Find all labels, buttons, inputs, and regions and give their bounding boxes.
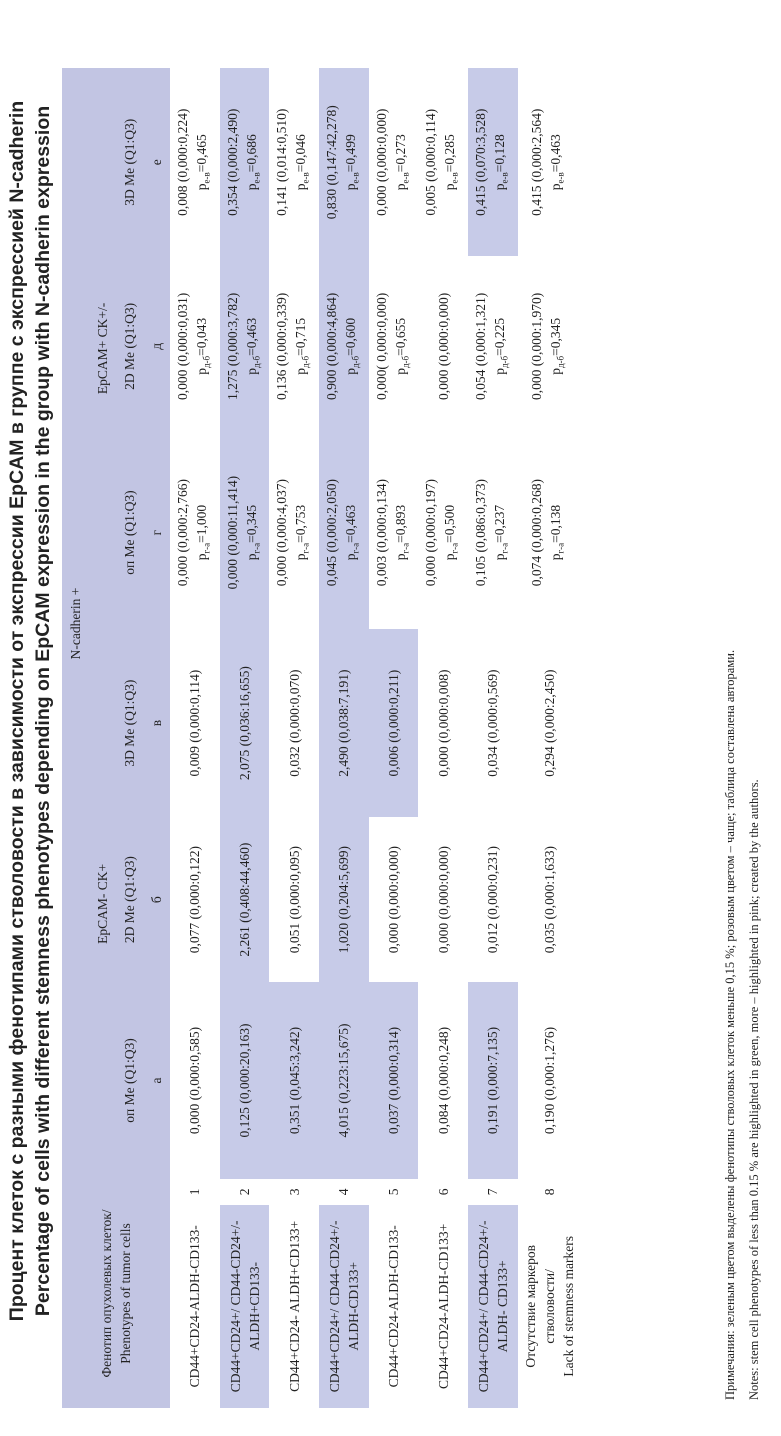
col-v-letter: в [149,719,164,727]
cell-e-value: 0,141 (0,014:0,510) [274,108,290,216]
row-label [518,1205,581,1408]
p-value [546,72,571,252]
p-letter: p [293,368,309,375]
p-sub: г-а [301,542,312,554]
p-number: =0,345 [548,317,564,356]
p-sub: е-в [400,172,411,184]
p-letter: p [392,553,408,561]
data-table [62,68,581,1408]
p-sub: е-в [450,172,461,184]
group1-header: EpCAM- CK+ [95,863,110,944]
p-sub: д-б [251,355,262,369]
cell-d [170,256,220,436]
table-row [468,68,518,1408]
p-letter: p [548,183,564,191]
p-number: =0,465 [194,134,209,173]
cell-e-value: 0,830 (0,147:42,278) [324,105,340,220]
p-number: =0,893 [392,504,408,543]
cell-e [170,68,220,256]
cell-e [468,68,518,256]
p-value [242,72,267,252]
cell-d [369,256,419,436]
cell-d [468,256,518,436]
p-value [391,440,416,625]
cell-b: 0,077 (0,000:0,122) [187,846,203,954]
phenotype-header-ru: Фенотип опухолевых клеток/ [99,1209,114,1378]
p-value [242,260,267,432]
table-title [4,26,56,1396]
cell-g [319,436,369,629]
p-number: =0,600 [343,317,359,356]
p-letter: p [243,183,259,191]
cell-e [220,68,270,256]
cell-g-value: 0,003 (0,000:0,134) [373,478,389,587]
table-row [369,68,419,1408]
cell-b: 1,020 (0,204:5,699) [319,817,369,982]
p-number: =0,499 [343,134,359,173]
col-e-letter: е [149,159,164,166]
p-letter: p [492,183,508,191]
cell-g [369,436,419,629]
row-label: CD44+CD24-ALDH-CD133+ [435,1223,451,1389]
p-number: =0,043 [194,317,209,356]
cell-a: 4,015 (0,223:15,675) [319,982,369,1179]
ncadherin-header: N-cadherin + [68,587,83,660]
cell-e [518,68,581,256]
p-number: =0,715 [293,317,309,356]
cell-a: 0,191 (0,000:7,135) [468,982,518,1179]
p-value [440,72,465,252]
p-sub: г-а [251,542,262,554]
cell-b: 0,012 (0,000:0,231) [485,846,501,954]
phenotype-header [62,1179,170,1408]
p-sub: е-в [301,172,312,184]
header-row-1 [62,68,89,1408]
cell-g [269,436,319,629]
p-letter: p [343,553,359,561]
p-sub: е-в [350,172,361,184]
group2-header: EpCAM+ CK+/- [95,302,110,395]
cell-e [369,68,419,256]
p-value [341,72,366,252]
cell-d [220,256,270,436]
cell-v: 0,032 (0,000:0,070) [286,669,302,777]
cell-v: 0,294 (0,000:2,450) [541,669,557,777]
cell-b: 0,051 (0,000:0,095) [286,846,302,954]
cell-a: 0,084 (0,000:0,248) [435,1026,451,1135]
cell-a: 0,000 (0,000:0,585) [187,1026,203,1135]
p-value [192,260,217,432]
cell-d-value: 0,054 (0,000:1,321) [473,292,489,400]
p-sub: д-б [301,355,312,369]
cell-v: 0,009 (0,000:0,114) [187,669,203,777]
row-number: 1 [187,1188,203,1196]
p-sub: е-в [251,172,262,184]
p-sub: д-б [201,355,212,369]
table-row [220,68,270,1408]
p-value [490,440,515,625]
cell-e-value: 0,415 (0,000:2,564) [529,108,545,216]
p-sub: г-а [556,542,567,554]
p-sub: е-в [499,172,510,184]
cell-g [468,436,518,629]
p-letter: p [442,183,458,191]
p-value [291,260,316,432]
p-letter: p [343,183,359,191]
p-number: =0,225 [492,317,508,356]
table-row [418,68,468,1408]
p-letter: p [194,368,209,375]
col-a-header: оп Me (Q1:Q3) [122,1038,137,1123]
p-sub: г-а [201,542,212,554]
row-number: 4 [336,1188,352,1196]
cell-v: 0,034 (0,000:0,569) [485,669,501,777]
p-number: =0,237 [492,504,508,543]
cell-e [418,68,468,256]
p-sub: е-в [201,172,212,184]
p-letter: p [548,553,564,561]
row-number: 6 [435,1188,451,1196]
cell-d-value: 0,000 (0,000:0,031) [175,292,190,400]
cell-d-value: 0,000 (0,000:1,970) [529,292,545,400]
p-value [192,440,217,625]
p-letter: p [492,368,508,375]
p-value [490,72,515,252]
cell-v: 0,006 (0,000:0,211) [369,629,419,817]
p-number: =0,463 [548,134,564,173]
p-number: =0,138 [548,504,564,543]
cell-g-value: 0,000 (0,000:11,414) [224,475,240,590]
cell-g [418,436,468,629]
title-en: Percentage of cells with different stemness phenotypes depending on EpCAM expression in the group with N-cadherin expression [32,105,54,1317]
cell-b: 0,000 (0,000:0,000) [435,846,451,954]
row-label: CD44+CD24+/ CD44-CD24+/- ALDH-CD133+ [319,1205,369,1408]
p-letter: p [392,183,408,191]
p-letter: p [194,183,209,191]
cell-g-value: 0,105 (0,086:0,373) [473,478,489,587]
p-number: =0,463 [343,504,359,543]
cell-d-value: 0,000( 0,000:0,000) [373,292,389,400]
cell-d-value: 0,136 (0,000:0,339) [274,292,290,400]
row-number: 2 [237,1188,253,1196]
p-letter: p [293,553,309,561]
p-value [391,260,416,432]
p-number: =0,273 [392,134,408,173]
cell-a: 0,351 (0,045:3,242) [269,982,319,1179]
p-number: =1,000 [194,504,209,543]
p-sub: д-б [350,355,361,369]
cell-d [269,256,319,436]
cell-g [170,436,220,629]
col-a-letter: а [149,1077,164,1084]
row-label-en: Lack of stemness markers [560,1236,576,1377]
cell-a: 0,037 (0,000:0,314) [369,982,419,1179]
p-letter: p [243,553,259,561]
p-sub: г-а [400,542,411,554]
cell-e-value: 0,415 (0,070:3,528) [473,108,489,216]
cell-a: 0,125 (0,000:20,163) [220,982,270,1179]
row-number: 3 [286,1188,302,1196]
phenotype-header-en: Phenotypes of tumor cells [118,1223,133,1364]
p-letter: p [293,183,309,191]
col-v-header: 3D Me (Q1:Q3) [122,679,137,767]
cell-e-value: 0,005 (0,000:0,114) [423,108,439,216]
row-number: 5 [386,1188,402,1196]
p-value [341,440,366,625]
col-d-header: 2D Me (Q1:Q3) [122,302,137,390]
row-label-ru: Отсутствие маркеров стволовости/ [522,1245,557,1368]
p-sub: д-б [400,355,411,369]
p-letter: p [243,368,259,375]
col-d-letter: д [149,342,164,350]
cell-b: 0,000 (0,000:0,000) [386,846,402,954]
cell-v: 0,000 (0,000:0,008) [435,669,451,777]
p-number: =0,753 [293,504,309,543]
table-row [518,68,581,1408]
table-row [319,68,369,1408]
col-g-letter: г [149,529,164,536]
p-value [391,72,416,252]
row-label: CD44+CD24+/ CD44-CD24+/- ALDH+CD133- [220,1205,270,1408]
cell-d: 0,000 (0,000:0,000) [435,292,451,400]
p-letter: p [392,368,408,375]
cell-e [319,68,369,256]
cell-e [269,68,319,256]
cell-v: 2,075 (0,036:16,655) [220,629,270,817]
p-number: =0,345 [243,504,259,543]
cell-v: 2,490 (0,038:7,191) [319,629,369,817]
p-number: =0,686 [243,134,259,173]
p-sub: г-а [350,542,361,554]
table-notes [718,40,766,1400]
cell-g-value: 0,000 (0,000:0,197) [423,478,439,587]
cell-g [220,436,270,629]
row-label: CD44+CD24-ALDH-CD133- [386,1225,402,1388]
notes-en: Notes: stem cell phenotypes of less than 0.15 % are highlighted in green, more – highlighted in pink; created by the authors. [747,779,761,1400]
p-value [341,260,366,432]
p-sub: е-в [556,172,567,184]
p-number: =0,463 [243,317,259,356]
col-b-letter: б [149,896,164,904]
p-value [546,440,571,625]
cell-e-value: 0,354 (0,000:2,490) [224,108,240,216]
col-g-header: оп Me (Q1:Q3) [122,490,137,575]
cell-g-value: 0,000 (0,000:2,766) [175,478,190,587]
p-letter: p [548,368,564,375]
p-value [192,72,217,252]
cell-g-value: 0,045 (0,000:2,050) [324,478,340,587]
row-number: 7 [485,1188,501,1196]
p-value [440,440,465,625]
title-ru: Процент клеток с разными фенотипами стволовости в зависимости от экспрессии EpCAM в группе с экспрессией N-cadherin [6,100,28,1322]
p-sub: г-а [450,542,461,554]
cell-d [518,256,581,436]
table-row [170,68,220,1408]
row-label: CD44+CD24+/ CD44-CD24+/-ALDH- CD133+ [468,1205,518,1408]
p-number: =0,500 [442,504,458,543]
p-value [242,440,267,625]
p-value [291,72,316,252]
cell-g [518,436,581,629]
p-sub: г-а [499,542,510,554]
notes-ru: Примечания: зеленым цветом выделены фенотипы стволовых клеток меньше 0,15 %; розовым цветом – чаще; таблица составлена авторами. [723,649,737,1400]
table-row [269,68,319,1408]
p-number: =0,128 [492,134,508,173]
p-letter: p [194,553,209,561]
p-number: =0,046 [293,134,309,173]
row-label: CD44+CD24-ALDH-CD133- [187,1225,203,1388]
cell-e-value: 0,000 (0,000:0,000) [373,108,389,216]
p-letter: p [343,368,359,375]
p-number: =0,285 [442,134,458,173]
cell-d-value: 0,900 (0,000:4,864) [324,292,340,400]
cell-b: 0,035 (0,000:1,633) [541,846,557,954]
p-sub: д-б [499,355,510,369]
p-letter: p [442,553,458,561]
p-sub: д-б [556,355,567,369]
cell-b: 2,261 (0,408:44,460) [220,817,270,982]
cell-d-value: 1,275 (0,000:3,782) [224,292,240,400]
cell-g-value: 0,000 (0,000:4,037) [274,478,290,587]
row-label: CD44+CD24- ALDH+CD133+ [286,1220,302,1392]
p-letter: p [492,553,508,561]
col-e-header: 3D Me (Q1:Q3) [122,118,137,206]
cell-a: 0,190 (0,000:1,276) [541,1026,557,1135]
p-value [546,260,571,432]
cell-e-value: 0,008 (0,000:0,224) [175,108,190,216]
row-number: 8 [541,1188,557,1196]
p-value [490,260,515,432]
cell-g-value: 0,074 (0,000:0,268) [529,478,545,587]
p-number: =0,655 [392,317,408,356]
col-b-header: 2D Me (Q1:Q3) [122,856,137,944]
cell-d [319,256,369,436]
p-value [291,440,316,625]
